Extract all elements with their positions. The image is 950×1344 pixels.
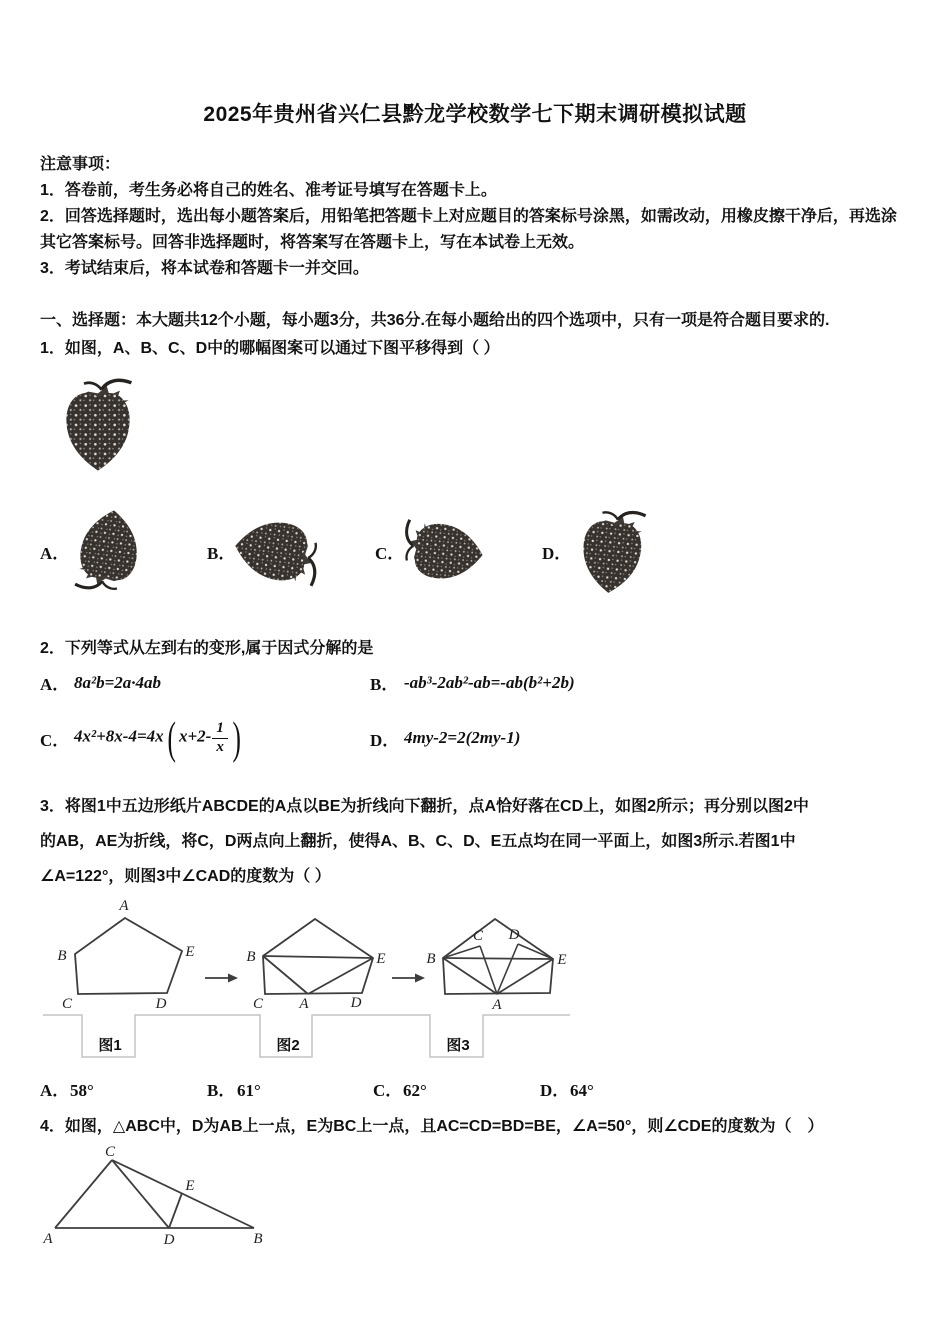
question-4-text: 4．如图，△ABC中，D为AB上一点，E为BC上一点，且AC=CD=BD=BE，∠A=50°，则∠CDE的度数为（ ）: [40, 1118, 824, 1135]
q2-option-d: [370, 726, 910, 751]
q2-option-a-formula: 8a²b=2a·4ab: [74, 672, 162, 692]
fig1-vertex-d: D: [155, 996, 167, 1012]
section-1-heading: 一、选择题：本大题共12个小题，每小题3分，共36分.在每小题给出的四个选项中，只有一项是符合题目要求的.: [40, 312, 830, 329]
q3-option-a: [40, 1078, 207, 1104]
q2-option-c-formula: [74, 712, 244, 764]
strawberry-main-icon: [54, 374, 142, 475]
q2-option-b: [370, 670, 910, 695]
fig3-vertex-c: C: [472, 928, 484, 944]
tri-vertex-e: E: [185, 1178, 195, 1194]
q3-option-d-label: D．: [540, 1081, 570, 1100]
notice-item-3: 3．考试结束后，将本试卷和答题卡一并交回。: [40, 260, 369, 277]
fig2-vertex-b: B: [246, 949, 256, 965]
figure-1-pentagon: [57, 898, 194, 1012]
caption-notch-line: [43, 1015, 570, 1057]
q2-option-a: [40, 670, 370, 695]
q3-option-a-label: A．: [40, 1081, 70, 1100]
strawberry-option-d-icon: [568, 502, 656, 601]
fig2-vertex-e: E: [376, 951, 386, 967]
fig2-vertex-c: C: [252, 996, 264, 1012]
option-d: [542, 505, 910, 597]
strawberry-option-c-icon: [396, 509, 489, 592]
notice-item-2: 2．回答选择题时，选出每小题答案后，用铅笔把答题卡上对应题目的答案标号涂黑，如需改动，用橡皮擦干净后，再选涂其它答案标号。回答非选择题时，将答案写在答题卡上，写在本试卷上无效。: [40, 208, 897, 251]
notice-item-1: 1．答卷前，考生务必将自己的姓名、准考证号填写在答题卡上。: [40, 182, 497, 199]
tri-vertex-c: C: [104, 1146, 116, 1160]
tri-vertex-d: D: [163, 1232, 175, 1248]
question-1-text: 1．如图，A、B、C、D中的哪幅图案可以通过下图平移得到（ ）: [40, 340, 500, 357]
fraction-denominator: x: [212, 738, 228, 756]
q2-option-b-formula: -ab³-2ab²-ab=-ab(b²+2b): [404, 672, 575, 692]
q2-option-d-label: D．: [370, 730, 400, 750]
q3-option-d-value: 64°: [570, 1081, 594, 1100]
option-b: [207, 505, 375, 597]
q3-option-b-label: B．: [207, 1081, 236, 1100]
page-title: 2025年贵州省兴仁县黔龙学校数学七下期末调研模拟试题: [203, 103, 747, 126]
option-b-label: B．: [207, 543, 236, 563]
figure-3-pentagon: [426, 919, 566, 1013]
fig2-vertex-a: A: [299, 996, 309, 1012]
question-3-line-2: 的AB，AE为折线，将C，D两点向上翻折，使得A、B、C、D、E五点均在同一平面上，如图3所示.若图1中: [40, 833, 796, 850]
option-a: [40, 506, 207, 596]
q2-option-c-inner: x+2-: [178, 726, 212, 746]
fig3-vertex-d: D: [508, 927, 520, 943]
q3-option-c: [373, 1078, 540, 1104]
arrow-right-icon: [392, 974, 425, 983]
q3-option-c-label: C．: [373, 1081, 403, 1100]
q2-option-c: [40, 712, 370, 764]
q2-option-c-pre: 4x²+8x-4=4x: [74, 726, 164, 746]
figure-1-caption: 图1: [98, 1037, 122, 1054]
q2-option-c-open-paren: (: [167, 712, 176, 764]
question-3-line-1: 3．将图1中五边形纸片ABCDE的A点以BE为折线向下翻折，点A恰好落在CD上，如图2所示；再分别以图2中: [40, 798, 809, 815]
tri-vertex-b: B: [253, 1231, 263, 1247]
notice-heading: 注意事项：: [40, 156, 121, 173]
fig1-vertex-e: E: [185, 944, 195, 960]
question-2-text: 2．下列等式从左到右的变形,属于因式分解的是: [40, 640, 374, 657]
option-d-label: D．: [542, 543, 572, 563]
fig1-vertex-a: A: [119, 898, 129, 914]
figure-2-caption: 图2: [276, 1037, 300, 1054]
q3-option-b-value: 61°: [237, 1081, 261, 1100]
arrow-right-icon: [205, 974, 238, 983]
q2-option-c-fraction: [212, 720, 228, 756]
figure-3-caption: 图3: [446, 1037, 470, 1054]
q3-option-c-value: 62°: [403, 1081, 427, 1100]
question-1-figure: [54, 374, 910, 480]
fig3-vertex-b: B: [426, 951, 436, 967]
fig1-vertex-c: C: [61, 996, 73, 1012]
fig2-vertex-d: D: [350, 995, 362, 1011]
question-3-text: [40, 789, 910, 894]
question-4-figure: [32, 1146, 910, 1269]
question-2-options-row-1: [40, 670, 910, 695]
fig3-vertex-e: E: [557, 952, 567, 968]
q2-option-b-label: B．: [370, 675, 399, 694]
q3-option-a-value: 58°: [70, 1081, 94, 1100]
strawberry-option-a-icon: [65, 502, 153, 601]
q2-option-c-label: C．: [40, 730, 70, 750]
question-2-options-row-2: [40, 701, 910, 775]
question-1-options: [40, 496, 910, 606]
option-a-label: A．: [40, 543, 70, 563]
q2-option-d-formula: 4my-2=2(2my-1): [404, 728, 521, 747]
fraction-numerator: 1: [216, 720, 224, 737]
option-c-label: C．: [375, 543, 405, 563]
question-3-options: [40, 1078, 910, 1104]
question-3-figures: [40, 894, 600, 1062]
strawberry-option-b-icon: [226, 506, 327, 597]
q3-option-d: [540, 1078, 910, 1104]
figure-2-pentagon: [246, 919, 385, 1012]
option-c: [375, 508, 542, 595]
q2-option-a-label: A．: [40, 675, 70, 694]
tri-vertex-a: A: [43, 1231, 53, 1247]
question-3-line-3: ∠A=122°，则图3中∠CAD的度数为（ ）: [40, 868, 331, 885]
fig1-vertex-b: B: [57, 948, 67, 964]
q3-option-b: [207, 1078, 373, 1104]
fig3-vertex-a: A: [492, 997, 502, 1013]
q2-option-c-close-paren: ): [232, 712, 241, 764]
triangle-figure: [32, 1146, 292, 1264]
